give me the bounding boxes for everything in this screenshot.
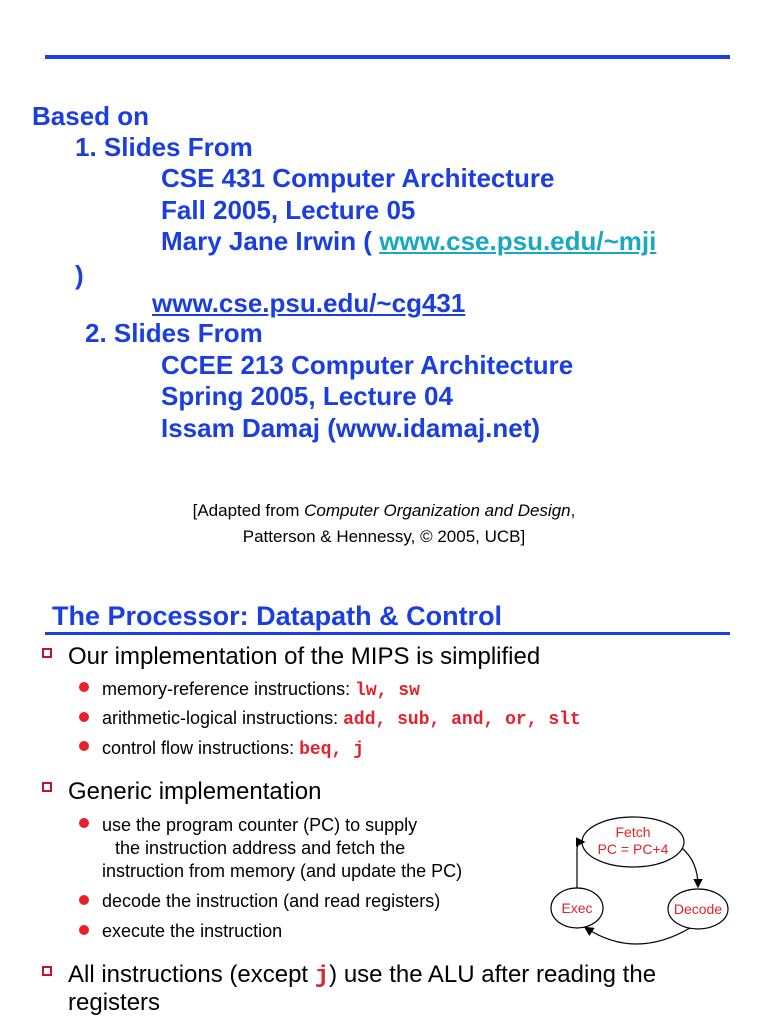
slide-title: The Processor: Datapath & Control: [52, 601, 503, 631]
term2: Spring 2005, Lecture 04: [161, 381, 453, 411]
arrow-exec-to-fetch: [577, 842, 583, 888]
book-title: Computer Organization and Design: [304, 501, 571, 520]
adapted-comma: ,: [570, 501, 576, 520]
adapted-caption: [0, 498, 768, 550]
alu-code: j: [314, 963, 330, 990]
bullet-pc-line1: use the program counter (PC) to supply: [102, 815, 418, 835]
control-flow-code: beq, j: [299, 740, 364, 760]
course2: CCEE 213 Computer Architecture: [161, 350, 574, 380]
based-on-heading: Based on: [32, 101, 150, 131]
author1-line: [161, 226, 656, 257]
control-flow-text: control flow instructions:: [102, 738, 300, 758]
square-bullet-icon: [42, 782, 52, 792]
bullet-alu-line1: [68, 961, 656, 990]
arrow-fetch-to-decode: [682, 848, 698, 886]
arith-logical-code: add, sub, and, or, slt: [343, 710, 581, 730]
course-link1-line: [152, 288, 465, 319]
title-rule: [45, 632, 730, 635]
top-rule: [45, 55, 730, 59]
bullet-control-flow: [102, 738, 364, 760]
alu-post: ) use the ALU after reading the: [329, 961, 657, 988]
dot-bullet-icon: [79, 818, 89, 828]
bullet-simplified: Our implementation of the MIPS is simplified: [68, 643, 541, 670]
course-link1[interactable]: www.cse.psu.edu/~cg431: [152, 288, 466, 318]
bullet-arith-logical: [102, 708, 581, 730]
item2-label: 2. Slides From: [85, 318, 263, 348]
course1: CSE 431 Computer Architecture: [161, 163, 555, 193]
term1: Fall 2005, Lecture 05: [161, 195, 416, 225]
bullet-execute: execute the instruction: [102, 921, 283, 941]
square-bullet-icon: [42, 648, 52, 658]
bullet-pc-line2: the instruction address and fetch the: [115, 838, 406, 858]
fetch-decode-exec-diagram: [540, 810, 740, 955]
author2: Issam Damaj (www.idamaj.net): [161, 413, 541, 443]
bullet-generic-impl: Generic implementation: [68, 778, 322, 805]
square-bullet-icon: [42, 966, 52, 976]
dot-bullet-icon: [79, 741, 89, 751]
dot-bullet-icon: [79, 682, 89, 692]
arith-logical-text: arithmetic-logical instructions:: [102, 708, 344, 728]
fetch-label: Fetch: [615, 824, 651, 840]
fetch-pc-label: PC = PC+4: [597, 841, 669, 857]
item1-label: 1. Slides From: [75, 132, 253, 162]
bullet-memory-ref: [102, 679, 420, 701]
memory-ref-text: memory-reference instructions:: [102, 679, 356, 699]
bullet-alu-line2: registers: [68, 989, 161, 1016]
decode-label: Decode: [673, 901, 723, 917]
arrow-decode-to-exec: [586, 928, 690, 944]
author1-close: ): [75, 260, 84, 290]
author1-link[interactable]: www.cse.psu.edu/~mji: [379, 226, 657, 256]
dot-bullet-icon: [79, 712, 89, 722]
bullet-pc-line3: instruction from memory (and update the PC): [102, 861, 463, 881]
author1-prefix: Mary Jane Irwin (: [161, 226, 380, 256]
adapted-line2: Patterson & Hennessy, © 2005, UCB]: [242, 527, 526, 546]
dot-bullet-icon: [79, 925, 89, 935]
alu-pre: All instructions (except: [68, 961, 315, 988]
adapted-prefix: [Adapted from: [192, 501, 305, 520]
dot-bullet-icon: [79, 895, 89, 905]
bullet-decode: decode the instruction (and read registers): [102, 891, 441, 911]
exec-label: Exec: [561, 900, 593, 916]
memory-ref-code: lw, sw: [355, 681, 420, 701]
